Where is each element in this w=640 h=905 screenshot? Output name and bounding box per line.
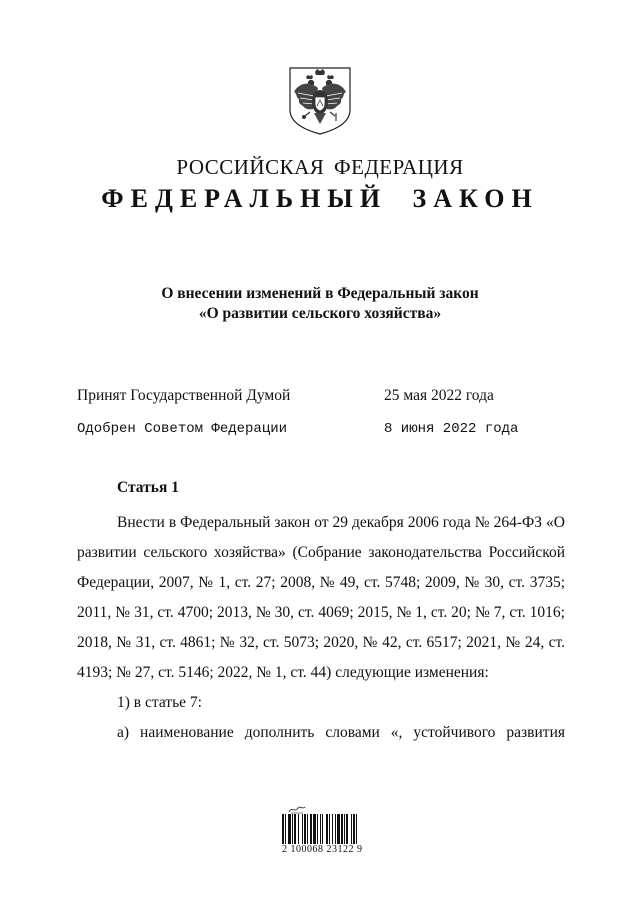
barcode-icon — [282, 814, 372, 844]
adoption-duma-date: 25 мая 2022 года — [384, 387, 494, 404]
coat-of-arms-russia-icon — [288, 66, 352, 136]
law-title-line-1: О внесении изменений в Федеральный закон — [161, 285, 479, 302]
article-item-1: 1) в статье 7: — [117, 694, 202, 711]
adoption-duma-label: Принят Государственной Думой — [77, 387, 291, 404]
approval-council-label: Одобрен Советом Федерации — [77, 421, 288, 437]
barcode — [282, 804, 372, 856]
adoption-duma-row — [77, 387, 494, 405]
country-name: РОССИЙСКАЯ ФЕДЕРАЦИЯ — [176, 155, 464, 179]
signature-mark-icon — [287, 804, 307, 814]
article-body — [77, 508, 565, 748]
law-title-line-2: «О развитии сельского хозяйства» — [198, 305, 442, 322]
law-title — [0, 284, 640, 324]
article-title: Статья 1 — [117, 479, 179, 496]
article-paragraph: Внести в Федеральный закон от 29 декабря 2006 года № 264-ФЗ «О развитии сельского хозяйства» (Собрание законодательства Российской Федерации, 2007, № 1, ст. 27; 2008, № 49, ст. 5748; 2009, № 30, ст. 3735; 2011, № 31, ст. 4700; 2013, № 30, ст. 4069; 2015, № 1, ст. 20; № 7, ст. 1016; 2018, № 31, ст. 4861; № 32, ст. 5073; 2020, № 42, ст. 6517; 2021, № 24, ст. 4193; № 27, ст. 5146; 2022, № 1, ст. 44) следующие изменения: — [77, 514, 565, 681]
approval-council-row — [77, 421, 519, 437]
approval-council-date: 8 июня 2022 года — [384, 421, 519, 437]
document-type: ФЕДЕРАЛЬНЫЙ ЗАКОН — [101, 184, 539, 213]
article-item-1a: а) наименование дополнить словами «, устойчивого развития — [117, 724, 565, 741]
barcode-number: 2 100068 23122 9 — [282, 844, 363, 855]
